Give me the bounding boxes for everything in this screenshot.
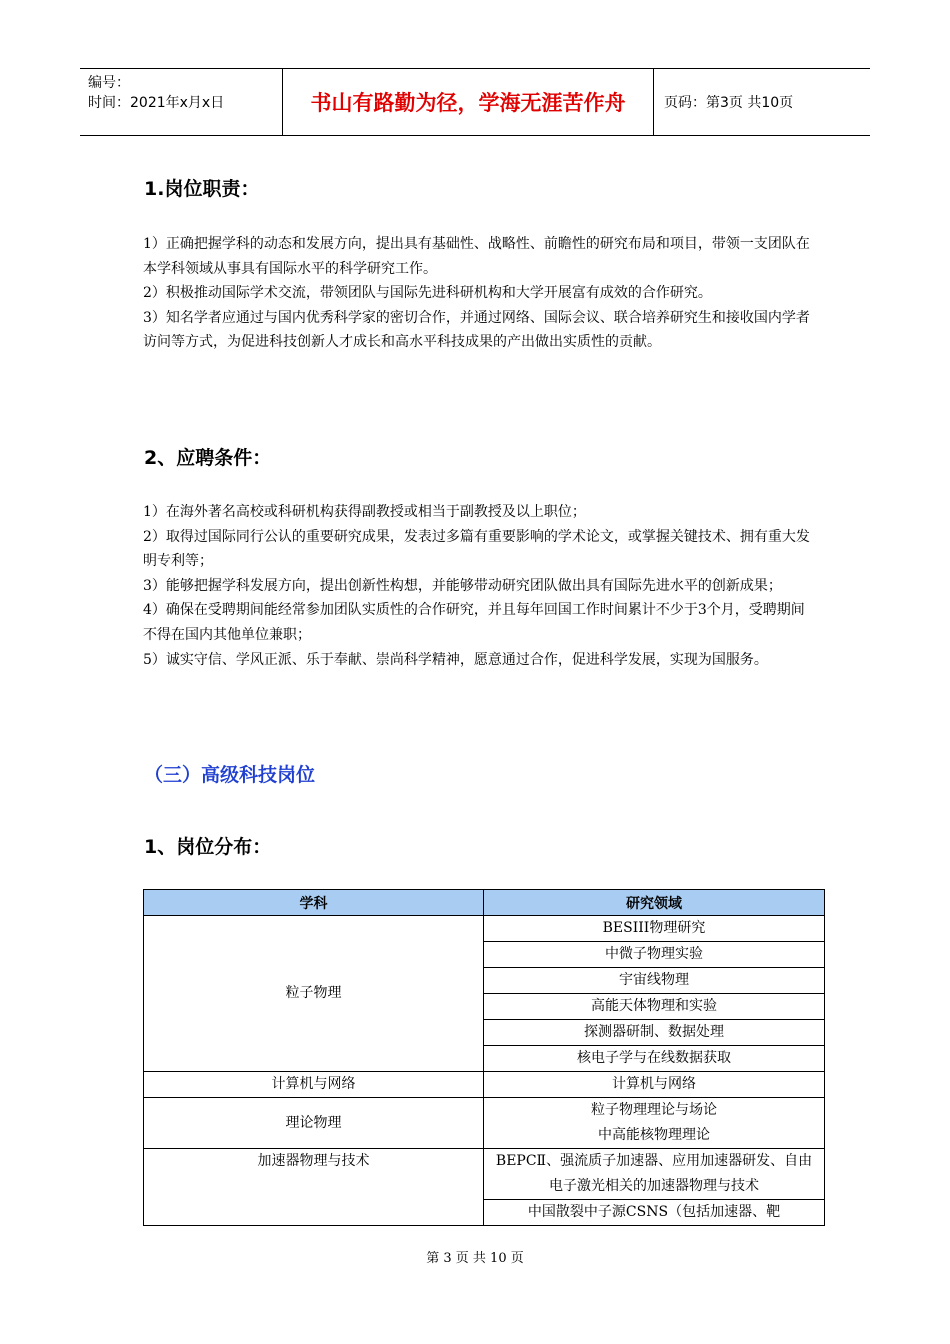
field-cell: BEPCⅡ、强流质子加速器、应用加速器研发、自由电子激光相关的加速器物理与技术	[484, 1149, 825, 1200]
condition-item: 4）确保在受聘期间能经常参加团队实质性的合作研究，并且每年回国工作时间累计不少于3个月，受聘期间不得在国内其他单位兼职；	[143, 602, 805, 643]
serial-label: 编号：	[88, 75, 130, 91]
condition-item: 5）诚实守信、学风正派、乐于奉献、崇尚科学精神，愿意通过合作，促进科学发展，实现为国服务。	[143, 651, 768, 668]
senior-positions-heading: （三）高级科技岗位	[144, 764, 316, 786]
field-line: 粒子物理理论与场论	[591, 1102, 717, 1118]
header-page-label: 页码：第3页 共10页	[664, 95, 794, 111]
page-header	[80, 68, 870, 136]
condition-item: 1）在海外著名高校或科研机构获得副教授或相当于副教授及以上职位；	[143, 504, 586, 520]
duty-item: 2）积极推动国际学术交流，带领团队与国际先进科研机构和大学开展富有成效的合作研究。	[143, 285, 712, 302]
distribution-heading: 1、岗位分布：	[144, 836, 272, 858]
field-cell: BESIII物理研究	[484, 916, 825, 942]
duties-list	[143, 232, 813, 355]
table-row	[144, 1149, 825, 1200]
date-label: 时间：2021年x月x日	[88, 95, 225, 111]
field-cell: 计算机与网络	[484, 1072, 825, 1098]
table-header-row	[144, 890, 825, 916]
duty-item: 3）知名学者应通过与国内优秀科学家的密切合作，并通过网络、国际会议、联合培养研究生和接收国内学者访问等方式，为促进科技创新人才成长和高水平科技成果的产出做出实质性的贡献。	[143, 309, 810, 351]
duty-item: 1）正确把握学科的动态和发展方向，提出具有基础性、战略性、前瞻性的研究布局和项目，带领一支团队在本学科领域从事具有国际水平的科学研究工作。	[143, 236, 810, 277]
field-cell: 探测器研制、数据处理	[484, 1020, 825, 1046]
table-row	[144, 916, 825, 942]
subject-cell: 粒子物理	[144, 916, 484, 1072]
positions-table	[143, 889, 825, 1226]
field-cell: 核电子学与在线数据获取	[484, 1046, 825, 1072]
field-line: 中高能核物理理论	[598, 1127, 710, 1143]
field-cell: 中国散裂中子源CSNS（包括加速器、靶	[484, 1200, 825, 1226]
subject-cell: 加速器物理与技术	[144, 1149, 484, 1226]
table-row	[144, 1072, 825, 1098]
column-header-field: 研究领域	[484, 890, 825, 916]
field-cell: 宇宙线物理	[484, 968, 825, 994]
header-meta	[80, 69, 282, 135]
conditions-heading: 2、应聘条件：	[144, 447, 272, 469]
field-cell: 中微子物理实验	[484, 942, 825, 968]
subject-cell: 计算机与网络	[144, 1072, 484, 1098]
condition-item: 2）取得过国际同行公认的重要研究成果，发表过多篇有重要影响的学术论文，或掌握关键技术、拥有重大发明专利等；	[143, 528, 810, 570]
field-cell	[484, 1098, 825, 1149]
column-header-subject: 学科	[144, 890, 484, 916]
conditions-list	[143, 500, 813, 672]
duties-heading: 1.岗位职责：	[144, 178, 260, 200]
table-row	[144, 1098, 825, 1149]
subject-cell: 理论物理	[144, 1098, 484, 1149]
field-cell: 高能天体物理和实验	[484, 994, 825, 1020]
condition-item: 3）能够把握学科发展方向，提出创新性构想，并能够带动研究团队做出具有国际先进水平的创新成果；	[143, 577, 782, 594]
header-motto: 书山有路勤为径，学海无涯苦作舟	[282, 69, 654, 135]
page-footer: 第 3 页 共 10 页	[426, 1251, 524, 1266]
